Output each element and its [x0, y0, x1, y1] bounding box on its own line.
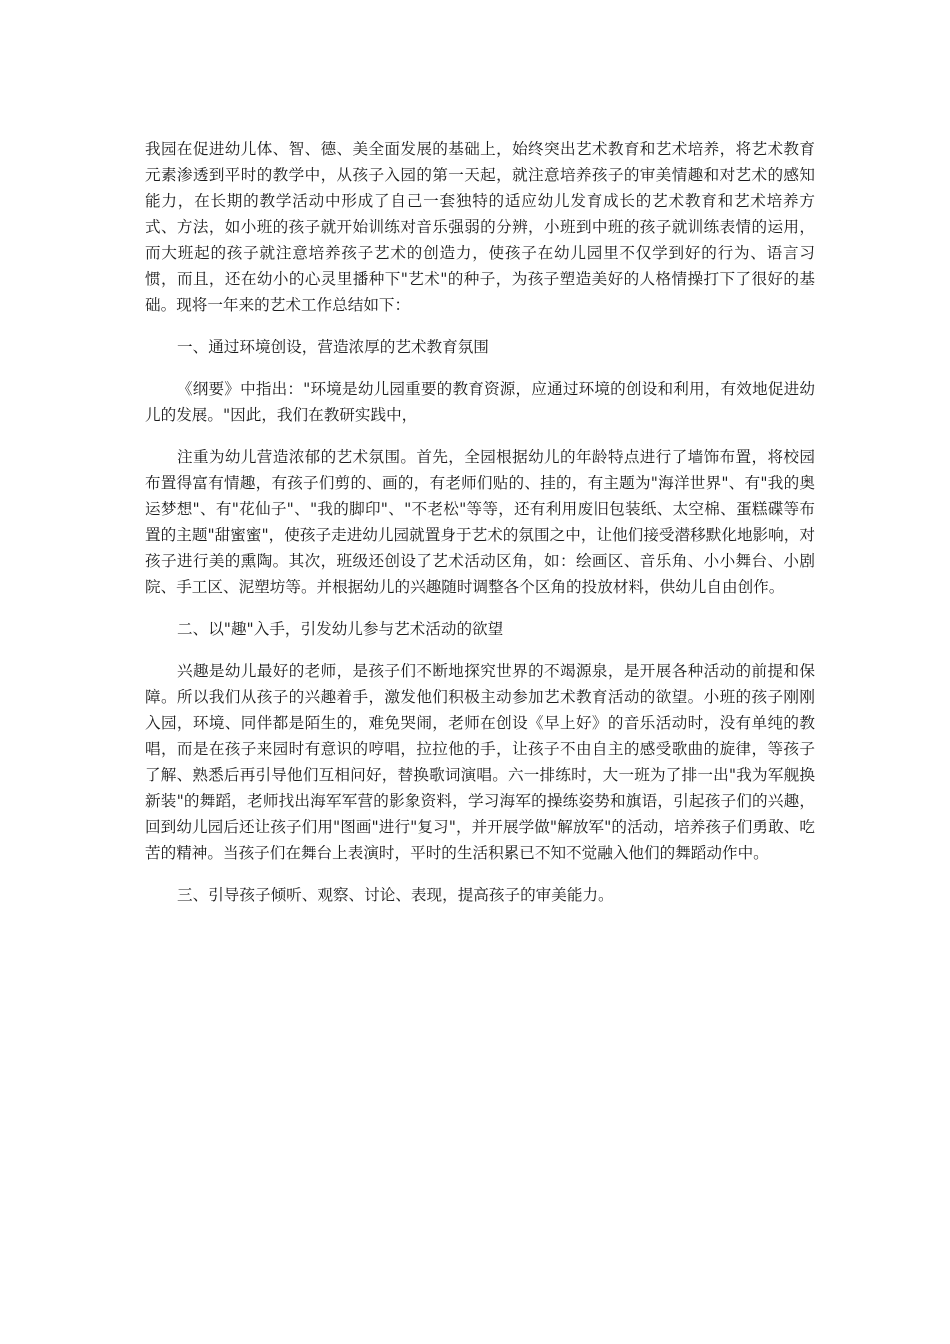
- section-heading-1: 一、通过环境创设，营造浓厚的艺术教育氛围: [177, 338, 489, 356]
- section-heading-2: 二、以"趣"入手，引发幼儿参与艺术活动的欲望: [177, 620, 504, 638]
- document-body: [145, 136, 815, 924]
- paragraph-environment: 注重为幼儿营造浓郁的艺术氛围。首先，全园根据幼儿的年龄特点进行了墙饰布置，将校园布置得富有情趣，有孩子们剪的、画的，有老师们贴的、挂的，有主题为"海洋世界"、有"我的奥运梦想"、有"花仙子"、"我的脚印"、"不老松"等等，还有利用废旧包装纸、太空棉、蛋糕碟等布置的主题"甜蜜蜜"，使孩子走进幼儿园就置身于艺术的氛围之中，让他们接受潜移默化地影响，对孩子进行美的熏陶。其次，班级还创设了艺术活动区角，如：绘画区、音乐角、小小舞台、小剧院、手工区、泥塑坊等。并根据幼儿的兴趣随时调整各个区角的投放材料，供幼儿自由创作。: [145, 448, 815, 596]
- intro-paragraph: 我园在促进幼儿体、智、德、美全面发展的基础上，始终突出艺术教育和艺术培养，将艺术教育元素渗透到平时的教学中，从孩子入园的第一天起，就注意培养孩子的审美情趣和对艺术的感知能力，在长期的教学活动中形成了自己一套独特的适应幼儿发育成长的艺术教育和艺术培养方式、方法，如小班的孩子就开始训练对音乐强弱的分辨，小班到中班的孩子就训练表情的运用，而大班起的孩子就注意培养孩子艺术的创造力，使孩子在幼儿园里不仅学到好的行为、语言习惯，而且，还在幼小的心灵里播种下"艺术"的种子，为孩子塑造美好的人格情操打下了很好的基础。现将一年来的艺术工作总结如下：: [145, 140, 815, 314]
- paragraph-interest: 兴趣是幼儿最好的老师，是孩子们不断地探究世界的不竭源泉，是开展各种活动的前提和保障。所以我们从孩子的兴趣着手，激发他们积极主动参加艺术教育活动的欲望。小班的孩子刚刚入园，环境、同伴都是陌生的，难免哭闹，老师在创设《早上好》的音乐活动时，没有单纯的教唱，而是在孩子来园时有意识的哼唱，拉拉他的手，让孩子不由自主的感受歌曲的旋律，等孩子了解、熟悉后再引导他们互相问好，替换歌词演唱。六一排练时，大一班为了排一出"我为军舰换新装"的舞蹈，老师找出海军军营的影象资料，学习海军的操练姿势和旗语，引起孩子们的兴趣，回到幼儿园后还让孩子们用"图画"进行"复习"，并开展学做"解放军"的活动，培养孩子们勇敢、吃苦的精神。当孩子们在舞台上表演时，平时的生活积累已不知不觉融入他们的舞蹈动作中。: [145, 662, 815, 862]
- paragraph-guideline-quote: 《纲要》中指出："环境是幼儿园重要的教育资源，应通过环境的创设和利用，有效地促进幼儿的发展。"因此，我们在教研实践中，: [145, 380, 815, 424]
- section-heading-3: 三、引导孩子倾听、观察、讨论、表现，提高孩子的审美能力。: [177, 886, 614, 904]
